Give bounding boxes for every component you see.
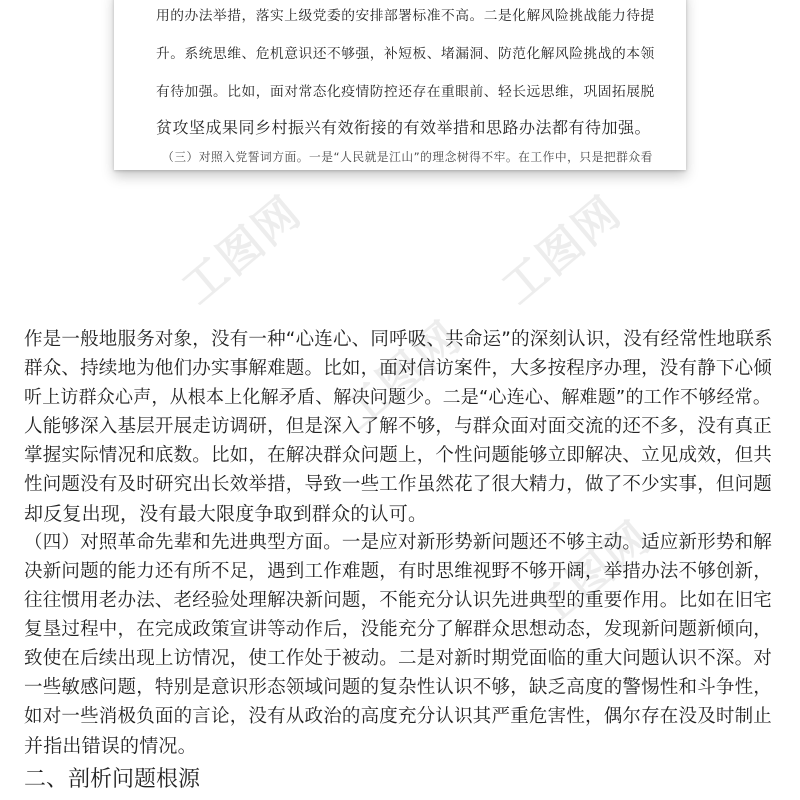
watermark: 工图网 [522, 511, 662, 640]
card-text-line: 有待加强。比如，面对常态化疫情防控还存在重眼前、轻长远思维，巩固拓展脱 [156, 84, 655, 100]
watermark: 工图网 [492, 186, 632, 315]
card-text-line: （三）对照入党誓词方面。一是“人民就是江山”的理念树得不牢。在工作中，只是把群众看 [162, 150, 653, 164]
watermark: 工图网 [172, 186, 312, 315]
paragraph-line: 性问题没有及时研究出长效举措，导致一些工作虽然花了很大精力，做了不少实事，但问题 [24, 474, 773, 495]
paragraph-line: （四）对照革命先辈和先进典型方面。一是应对新形势新问题还不够主动。适应新形势和解 [24, 532, 773, 553]
card-text-line: 升。系统思维、危机意识还不够强，补短板、堵漏洞、防范化解风险挑战的本领 [156, 46, 655, 62]
paragraph-line: 人能够深入基层开展走访调研，但是深入了解不够，与群众面对面交流的还不多，没有真正 [24, 416, 773, 437]
paragraph-line: 如对一些消极负面的言论，没有从政治的高度充分认识其严重危害性，偶尔存在没及时制止 [24, 706, 773, 727]
paragraph-line: 听上访群众心声，从根本上化解矛盾、解决问题少。二是“心连心、解难题”的工作不够经常。 [24, 387, 772, 408]
paragraph-line: 群众、持续地为他们办实事解难题。比如，面对信访案件，大多按程序办理，没有静下心倾 [24, 358, 773, 379]
paragraph-line: 一些敏感问题，特别是意识形态领域问题的复杂性认识不够，缺乏高度的警惕性和斗争性， [24, 677, 773, 698]
paragraph-line: 作是一般地服务对象，没有一种“心连心、同呼吸、共命运”的深刻认识，没有经常性地联系 [24, 329, 773, 350]
card-text-line: 贫攻坚成果同乡村振兴有效衔接的有效举措和思路办法都有待加强。 [156, 118, 652, 137]
paragraph-line: 致使在后续出现上访情况，使工作处于被动。二是对新时期党面临的重大问题认识不深。对 [24, 648, 773, 669]
paragraph-line: 复垦过程中，在完成政策宣讲等动作后，没能充分了解群众思想动态，发现新问题新倾向， [24, 619, 773, 640]
paragraph-line: 决新问题的能力还有所不足，遇到工作难题，有时思维视野不够开阔，举措办法不够创新， [24, 561, 773, 582]
paragraph-line: 并指出错误的情况。 [24, 735, 197, 757]
document-preview-card [114, 0, 686, 170]
paragraph-line: 往往惯用老办法、老经验处理解决新问题，不能充分认识先进典型的重要作用。比如在旧宅 [24, 590, 773, 611]
section-heading: 二、剖析问题根源 [24, 767, 201, 792]
card-text-line: 用的办法举措，落实上级党委的安排部署标准不高。二是化解风险挑战能力待提 [156, 8, 655, 24]
paragraph-line: 却反复出现，没有最大限度争取到群众的认可。 [24, 503, 428, 525]
paragraph-line: 掌握实际情况和底数。比如，在解决群众问题上，个性问题能够立即解决、立见成效，但共 [24, 445, 773, 466]
watermark: 工图网 [332, 311, 472, 440]
